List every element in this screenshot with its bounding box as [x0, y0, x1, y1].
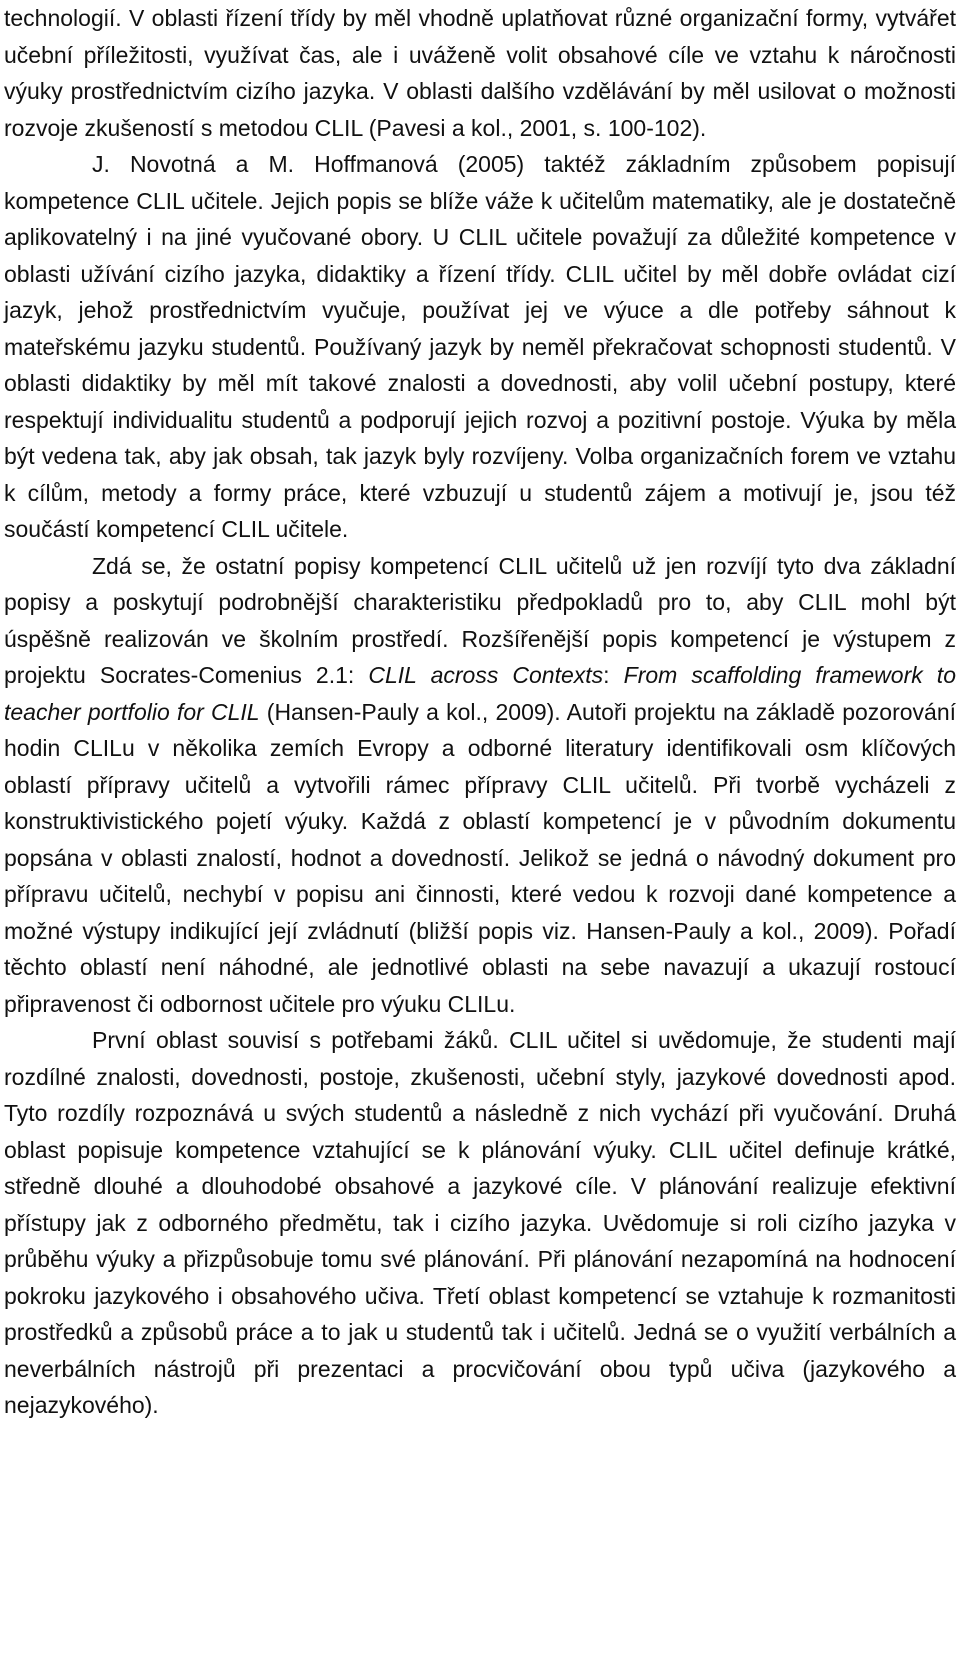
paragraph-text: technologií. V oblasti řízení třídy by měl vhodně uplatňovat různé organizační formy, vytvářet učební příležitosti, využívat čas, ale i uváženě volit obsahové cíle ve vztahu k náročnosti výuky prostřednictvím cizího jazyka. V oblasti dalšího vzdělávání by měl usilovat o možnosti rozvoje zkušeností s metodou CLIL (Pavesi a kol., 2001, s. 100-102). [4, 5, 956, 141]
paragraph-text: Zdá se, že ostatní popisy kompetencí CLIL učitelů už jen rozvíjí tyto dva základní popisy a poskytují podrobnější charakteristiku předpokladů pro to, aby CLIL mohl být úspěšně realizován ve školním prostředí. Rozšířenější popis kompetencí je výstupem z projektu Socrates-Comenius 2.1: [4, 552, 956, 688]
paragraph-first-area [4, 1022, 956, 1424]
paragraph-text: (Hansen-Pauly a kol., 2009). Autoři projektu na základě pozorování hodin CLILu v několika zemích Evropy a odborné literatury identifikovali osm klíčových oblastí přípravy učitelů a vytvořili rámec přípravy CLIL učitelů. Při tvorbě vycházeli z konstruktivistického pojetí výuky. Každá z oblastí kompetencí je v původním dokumentu popsána v oblasti znalostí, hodnot a dovedností. Jelikož se jedná o návodný dokument pro přípravu učitelů, nechybí v popisu ani činnosti, které vedou k rozvoji dané kompetence a možné výstupy indikující její zvládnutí (bližší popis viz. Hansen-Pauly a kol., 2009). Pořadí těchto oblastí není náhodné, ale jednotlivé oblasti na sebe navazují a ukazují rostoucí připravenost či odbornost učitele pro výuku CLILu. [4, 698, 957, 1017]
document-page [4, 0, 956, 1424]
paragraph-continuation [4, 0, 956, 146]
paragraph-novotna-hoffmanova [4, 146, 956, 548]
paragraph-competence-descriptions [4, 548, 956, 1023]
title-separator: : [603, 662, 624, 688]
paragraph-text: První oblast souvisí s potřebami žáků. CLIL učitel si uvědomuje, že studenti mají rozdílné znalosti, dovednosti, postoje, zkušenosti, učební styly, jazykové dovednosti apod. Tyto rozdíly rozpoznává u svých studentů a následně z nich vychází při vyučování. Druhá oblast popisuje kompetence vztahující se k plánování výuky. CLIL učitel definuje krátké, středně dlouhé a dlouhodobé obsahové a jazykové cíle. V plánování realizuje efektivní přístupy jak z odborného předmětu, tak i cizího jazyka. Uvědomuje si roli cizího jazyka v průběhu výuky a přizpůsobuje tomu své plánování. Při plánování nezapomíná na hodnocení pokroku jazykového i obsahového učiva. Třetí oblast kompetencí se vztahuje k rozmanitosti prostředků a způsobů práce a to jak u studentů tak i učitelů. Jedná se o využití verbálních a neverbálních nástrojů při prezentaci a procvičování obou typů učiva (jazykového a nejazykového). [4, 1027, 956, 1418]
italic-title-part-1: CLIL across Contexts [368, 662, 604, 688]
italic-title-part-2: From scaffolding framework to teacher portfolio for CLIL [4, 662, 956, 725]
paragraph-text: J. Novotná a M. Hoffmanová (2005) taktéž základním způsobem popisují kompetence CLIL učitele. Jejich popis se blíže váže k učitelům matematiky, ale je dostatečně aplikovatelný i na jiné vyučované obory. U CLIL učitele považují za důležité kompetence v oblasti užívání cizího jazyka, didaktiky a řízení třídy. CLIL učitel by měl dobře ovládat cizí jazyk, jehož prostřednictvím vyučuje, používat jej ve výuce a dle potřeby sáhnout k mateřskému jazyku studentů. Používaný jazyk by neměl překračovat schopnosti studentů. V oblasti didaktiky by měl mít takové znalosti a dovednosti, aby volil učební postupy, které respektují individualitu studentů a podporují jejich rozvoj a pozitivní postoje. Výuka by měla být vedena tak, aby jak obsah, tak jazyk byly rozvíjeny. Volba organizačních forem ve vztahu k cílům, metody a formy práce, které vzbuzují u studentů zájem a motivují je, jsou též součástí kompetencí CLIL učitele. [4, 151, 956, 542]
